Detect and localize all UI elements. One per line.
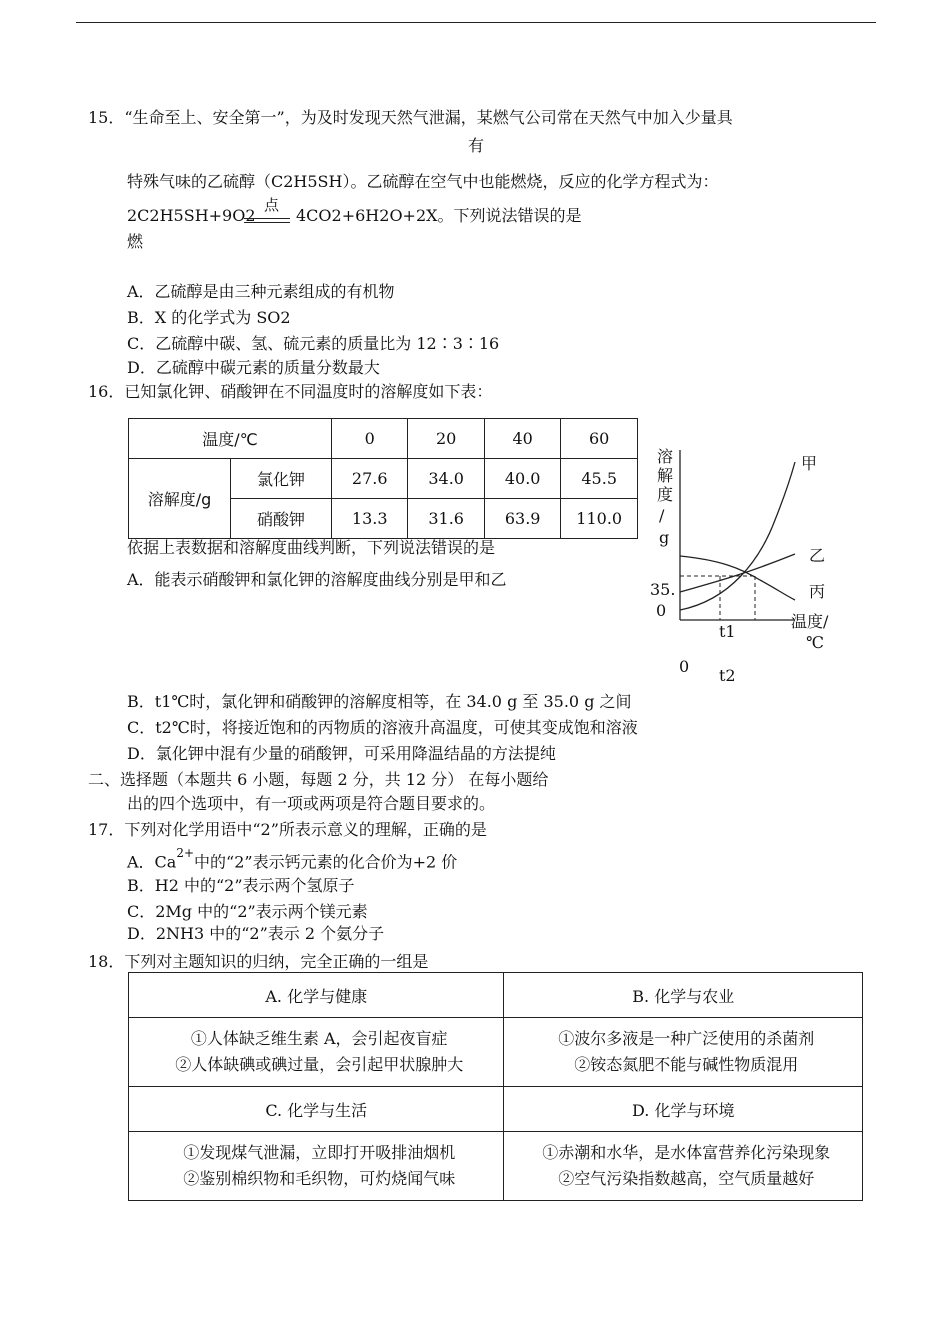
q17-option-c: C．2Mg 中的“2”表示两个镁元素 — [127, 902, 368, 921]
q17-option-a-post: 中的“2”表示钙元素的化合价为+2 价 — [194, 852, 458, 872]
q18-head-a: A. 化学与健康 — [129, 973, 504, 1018]
graph-y-label-2: 解 — [657, 466, 674, 485]
q18-cell-d — [504, 1132, 863, 1201]
graph-y-value: 35. — [650, 580, 676, 599]
q15-eq-left: 2C2H5SH+9O2 — [127, 206, 256, 225]
q18-b-item1: ①波尔多液是一种广泛使用的杀菌剂 — [558, 1029, 815, 1048]
q15-line1b: 有 — [468, 136, 485, 155]
q18-d-item1: ①赤潮和水华，是水体富营养化污染现象 — [542, 1143, 831, 1162]
q18-head-d: D. 化学与环境 — [504, 1087, 863, 1132]
q15-eq-condition-bottom: 燃 — [127, 232, 144, 251]
q15-eq-arrow-line — [244, 218, 290, 219]
graph-x-label: 温度/ — [791, 612, 829, 631]
q18-a-item2: ②人体缺碘或碘过量，会引起甲状腺肿大 — [175, 1055, 464, 1074]
q17-option-a-pre: A．Ca — [127, 852, 177, 872]
q16-question: 依据上表数据和溶解度曲线判断，下列说法错误的是 — [127, 538, 496, 557]
table-cell: 34.0 — [408, 459, 484, 499]
q18-cell-b — [504, 1018, 863, 1087]
graph-y-value-2: 0 — [656, 601, 667, 620]
section2-line1: 二、选择题（本题共 6 小题，每题 2 分，共 12 分） 在每小题给 — [88, 770, 549, 789]
graph-x-label-unit: ℃ — [806, 633, 824, 652]
q18-d-item2: ②空气污染指数越高，空气质量越好 — [558, 1169, 815, 1188]
table-row-kno3-name: 硝酸钾 — [231, 499, 332, 539]
graph-y-label-4: / — [659, 506, 665, 525]
curve-yi — [680, 554, 795, 592]
table-solubility-label: 溶解度/g — [129, 459, 231, 539]
graph-origin: 0 — [679, 657, 690, 676]
q17-option-a — [127, 846, 458, 872]
q16-option-d: D．氯化钾中混有少量的硝酸钾，可采用降温结晶的方法提纯 — [127, 744, 556, 763]
q16-option-b: B．t1℃时，氯化钾和硝酸钾的溶解度相等，在 34.0 g 至 35.0 g 之间 — [127, 692, 632, 711]
q18-b-item2: ②铵态氮肥不能与碱性物质混用 — [574, 1055, 799, 1074]
q18-stem: 18．下列对主题知识的归纳，完全正确的一组是 — [88, 952, 429, 971]
q18-c-item2: ②鉴别棉织物和毛织物，可灼烧闻气味 — [183, 1169, 456, 1188]
graph-curve-yi-label: 乙 — [809, 546, 826, 565]
graph-t2: t2 — [719, 666, 736, 685]
q15-line2: 特殊气味的乙硫醇（C2H5SH）。乙硫醇在空气中也能燃烧，反应的化学方程式为： — [127, 172, 719, 191]
q18-head-c: C. 化学与生活 — [129, 1087, 504, 1132]
table-temp-header: 温度/℃ — [129, 419, 332, 459]
q18-c-item1: ①发现煤气泄漏，立即打开吸排油烟机 — [183, 1143, 456, 1162]
table-cell: 45.5 — [561, 459, 638, 499]
q15-option-a: A．乙硫醇是由三种元素组成的有机物 — [127, 282, 395, 301]
q17-option-a-sup: 2+ — [176, 846, 195, 860]
graph-y-label-3: 度 — [657, 485, 674, 504]
table-cell: 31.6 — [408, 499, 484, 539]
q18-table — [128, 972, 863, 1201]
q16-option-c: C．t2℃时，将接近饱和的丙物质的溶液升高温度，可使其变成饱和溶液 — [127, 718, 638, 737]
table-cell: 27.6 — [331, 459, 407, 499]
graph-t1: t1 — [719, 622, 736, 641]
table-cell: 13.3 — [331, 499, 407, 539]
q17-stem: 17．下列对化学用语中“2”所表示意义的理解，正确的是 — [88, 820, 487, 839]
graph-y-label-1: 溶 — [657, 447, 674, 466]
curve-bing — [680, 556, 795, 600]
table-cell: 40.0 — [484, 459, 560, 499]
q17-option-b: B．H2 中的“2”表示两个氢原子 — [127, 876, 355, 895]
q18-a-item1: ①人体缺乏维生素 A，会引起夜盲症 — [190, 1029, 448, 1048]
q18-cell-c — [129, 1132, 504, 1201]
section2-line2: 出的四个选项中，有一项或两项是符合题目要求的。 — [127, 794, 496, 813]
q15-option-d: D．乙硫醇中碳元素的质量分数最大 — [127, 358, 380, 377]
graph-curve-jia-label: 甲 — [801, 454, 818, 473]
q15-option-c: C．乙硫醇中碳、氢、硫元素的质量比为 12∶3∶16 — [127, 334, 500, 353]
q15-eq-condition-top: 点 — [264, 196, 280, 214]
q16-option-a: A．能表示硝酸钾和氯化钾的溶解度曲线分别是甲和乙 — [127, 570, 507, 589]
q15-option-b: B．X 的化学式为 SO2 — [127, 308, 291, 327]
q18-head-b: B. 化学与农业 — [504, 973, 863, 1018]
q16-stem: 16．已知氯化钾、硝酸钾在不同温度时的溶解度如下表： — [88, 382, 493, 401]
graph-curve-bing-label: 丙 — [809, 582, 826, 601]
header-rule — [76, 22, 876, 23]
solubility-table — [128, 418, 638, 539]
table-temp-60: 60 — [561, 419, 638, 459]
q18-cell-a — [129, 1018, 504, 1087]
q15-eq-right: 4CO2+6H2O+2X。下列说法错误的是 — [296, 206, 582, 225]
table-cell: 110.0 — [561, 499, 638, 539]
q15-eq-arrow-line2 — [244, 222, 290, 223]
table-temp-0: 0 — [331, 419, 407, 459]
table-row-kcl-name: 氯化钾 — [231, 459, 332, 499]
graph-y-label-5: g — [659, 528, 670, 547]
table-cell: 63.9 — [484, 499, 560, 539]
table-temp-40: 40 — [484, 419, 560, 459]
table-temp-20: 20 — [408, 419, 484, 459]
q17-option-d: D．2NH3 中的“2”表示 2 个氨分子 — [127, 924, 385, 943]
q15-line1: 15．“生命至上、安全第一”，为及时发现天然气泄漏，某燃气公司常在天然气中加入少量具 — [88, 108, 733, 127]
